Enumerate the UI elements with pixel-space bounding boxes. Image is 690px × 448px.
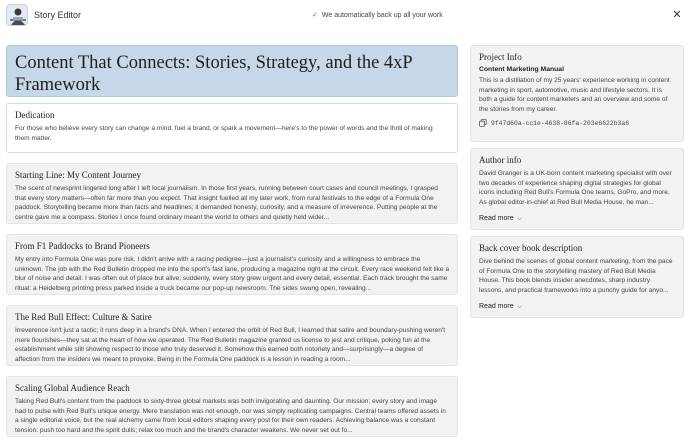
chapter-excerpt: The scent of newsprint lingered long after I left local journalism. In those first years, running between court cases and council meetings, I grasped that every story matters—often far more than you expect. That insight fuelled all my later work, from rural festivals to the edge of a Formula One paddock. Storytelling became more than facts and headlines; it demanded honesty, curiosity, and a measure of irreverence. Putting people at the centre gave me a compass. Stories I once found ordinary meant the world to others and quietly held wider... (15, 185, 438, 221)
chapter-title: Starting Line: My Content Journey (15, 170, 141, 180)
chevron-down-icon: ⌵ (515, 304, 522, 310)
project-id: 9f47d60a-cc1e-4638-86fa-203e6622b3a6 (491, 119, 630, 127)
read-more-label: Read more (479, 215, 514, 222)
back-cover-description: Dive behind the scenes of global content marketing, from the pace of Formula One to the storytelling mastery of Red Bull Media House. This book blends insider anecdotes, sharp industry lessons, and practical frameworks into a punchy guide for anyo... (479, 258, 673, 294)
author-info-heading: Author info (479, 155, 522, 165)
back-cover-heading: Back cover book description (479, 243, 583, 253)
chapter-title: Scaling Global Audience Reach (15, 383, 130, 393)
chapter-card[interactable] (6, 376, 458, 437)
chapter-title: From F1 Paddocks to Brand Pioneers (15, 241, 150, 251)
dedication-heading: Dedication (15, 110, 55, 120)
copy-icon[interactable] (479, 119, 487, 127)
author-info-card (470, 148, 684, 230)
author-bio: David Granger is a UK-born content marketing specialist with over two decades of experience shaping digital strategies for global icons including Red Bull's Formula One teams, GoPro, and more. As global editor-in-chief at Red Bull Media House, he man... (479, 170, 672, 206)
close-button[interactable]: ✕ (672, 9, 682, 21)
writer-avatar-icon (7, 5, 28, 26)
back-cover-read-more-button[interactable] (479, 303, 522, 311)
book-title-card[interactable] (6, 45, 458, 97)
chapter-card[interactable] (6, 305, 458, 366)
back-cover-card (470, 236, 684, 318)
backup-status-text: We automatically back up all your work (321, 12, 443, 19)
project-subtitle: Content Marketing Manual (479, 66, 564, 73)
manuscript-panel (6, 45, 458, 448)
check-icon: ✓ (312, 12, 318, 19)
top-bar (0, 0, 690, 32)
project-info-card (470, 45, 684, 142)
author-read-more-button[interactable] (479, 215, 522, 223)
chapter-excerpt: My entry into Formula One was pure risk. I didn't arrive with a racing pedigree—just a journalist's curiosity and a willingness to embrace the unknown. The job with the Red Bulletin dropped me into the sport's fast lane, producing a magazine right at the circuit. Every race weekend felt like a blur of noise and detail. I was often out of place but alive; suddenly, every story grew urgent and every detail, essential. Each track brought the same ritual: a Heidelberg printing press parked inside a truck became our pop-up newsroom. The sides swung open, revealing... (15, 256, 449, 292)
chapter-title: The Red Bull Effect: Culture & Satire (15, 312, 152, 322)
book-title: Content That Connects: Stories, Strategy, and the 4xP Framework (15, 53, 413, 95)
info-sidebar (470, 45, 684, 324)
dedication-text: For those who believe every story can change a mind, fuel a brand, or spark a movement—here's to the power of words and the thrill of making them matter. (15, 125, 433, 142)
chapter-card[interactable] (6, 163, 458, 224)
project-description: This is a distillation of my 25 years' experience working in content marketing in sport, automotive, music and lifestyle sectors. It is both a guide for content marketers and an overview and some of the stories from my career. (479, 77, 670, 113)
chevron-down-icon: ⌵ (515, 216, 522, 222)
app-title: Story Editor (34, 10, 82, 20)
chapter-card[interactable] (6, 234, 458, 295)
chapter-excerpt: Taking Red Bull's content from the paddock to sixty-three global markets was both invigorating and daunting. Our mission: every story and image had to pulse with Red Bull's unique energy. Mere translation was not enough, nor was simply replicating campaigns. Central teams offered assets in a single editorial voice, but the real alchemy came from local editors shaping every post for their own readers. Achieving balance was a constant tension: push too hard and the spirit dulls; relax too much and the brand's character weakens. We never set out fo... (15, 398, 446, 434)
project-id-row[interactable] (479, 119, 675, 127)
backup-status (312, 11, 443, 19)
dedication-card[interactable] (6, 103, 458, 153)
chapter-excerpt: Irreverence isn't just a tactic; it runs deep in a brand's DNA. When I entered the orbit of Red Bull, I learned that satire and boundary-pushing weren't mere flourishes—they sat at the heart of how we operated. The Red Bulletin magazine granted us license to jest and critique, poking fun at the establishment while still showing respect to those who truly deserved it. Somehow this earned both notoriety and—surprisingly—a degree of affection from the insiders we meant to provoke. Being in the Formula One paddock is a lesson in reading a room... (15, 327, 446, 363)
project-info-heading: Project Info (479, 52, 522, 62)
read-more-label: Read more (479, 303, 514, 310)
app-logo (6, 4, 28, 26)
